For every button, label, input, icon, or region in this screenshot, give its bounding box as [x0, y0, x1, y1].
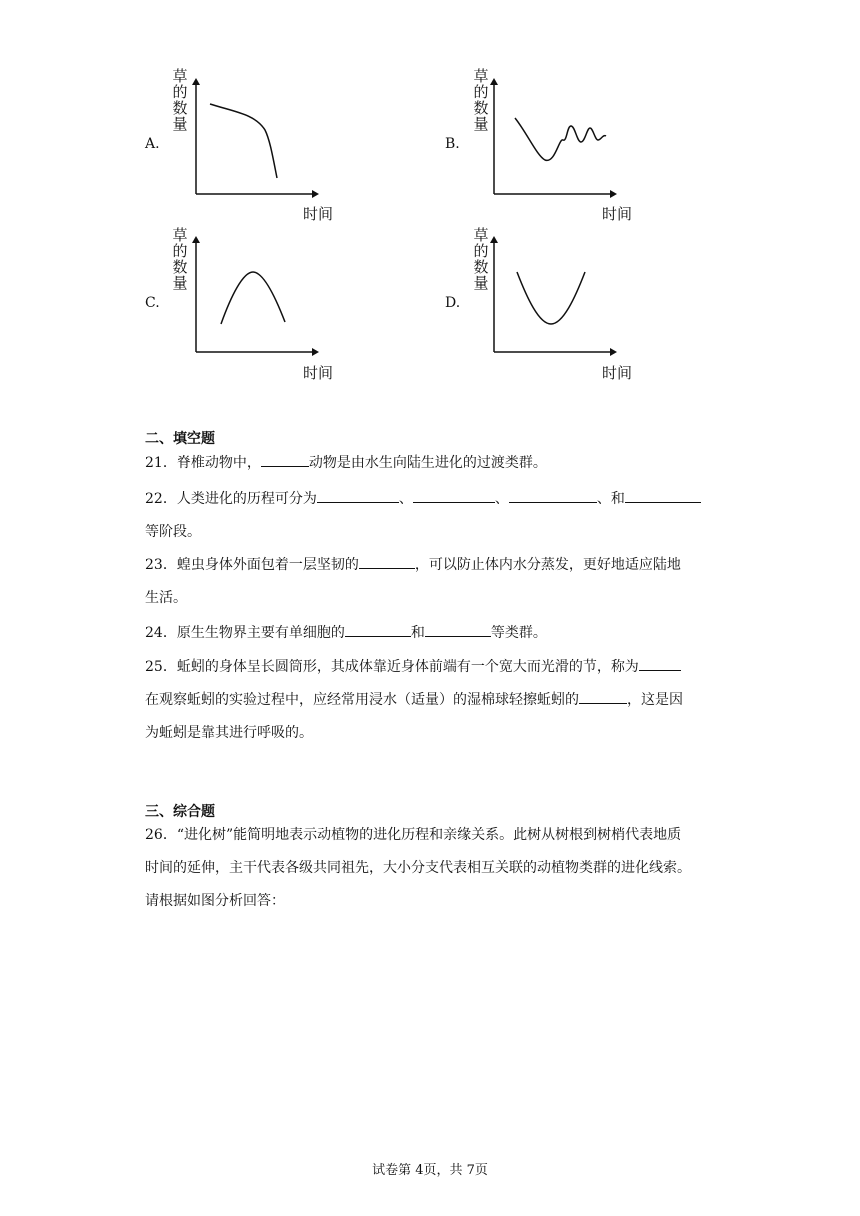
q26-line-2: 时间的延伸，主干代表各级共同祖先，大小分支代表相互关联的动植物类群的进化线索。	[145, 860, 691, 876]
q22-sep-1: 、	[398, 491, 413, 507]
page-footer: 试卷第 4页，共 7页	[372, 1163, 488, 1178]
q22-blank-4[interactable]	[625, 488, 701, 503]
option-d-graph	[493, 236, 623, 356]
option-b-ylabel: 草 的 数 量	[473, 67, 489, 133]
option-a-letter: A.	[145, 136, 160, 152]
q25-text-b: 在观察蚯蚓的实验过程中，应经常用浸水（适量）的湿棉球轻擦蚯蚓的	[145, 692, 579, 708]
q21-text-a: 21．脊椎动物中，	[145, 455, 261, 471]
q24-text-a: 24．原生生物界主要有单细胞的	[145, 625, 345, 641]
q25-blank-1[interactable]	[639, 656, 681, 671]
option-a-ylabel: 草 的 数 量	[172, 67, 188, 133]
option-b-letter: B.	[445, 136, 460, 152]
q21-text-b: 动物是由水生向陆生进化的过渡类群。	[308, 455, 547, 471]
q22-blank-3[interactable]	[509, 488, 597, 503]
q22-text-b: 等阶段。	[145, 524, 201, 540]
question-23	[145, 549, 720, 615]
q23-text-c: 生活。	[145, 590, 187, 606]
q24-text-b: 和	[410, 625, 425, 641]
option-c-ylabel: 草 的 数 量	[172, 226, 188, 292]
option-d-ylabel: 草 的 数 量	[473, 226, 489, 292]
option-a-curve	[210, 104, 277, 178]
option-c-xlabel: 时间	[303, 364, 334, 382]
q22-blank-1[interactable]	[317, 488, 399, 503]
q23-blank[interactable]	[359, 554, 415, 569]
option-d-xlabel: 时间	[602, 364, 633, 382]
q24-blank-1[interactable]	[345, 622, 411, 637]
q25-text-c: ，这是因	[627, 692, 683, 708]
option-c-curve	[221, 272, 285, 324]
option-b-xlabel: 时间	[602, 205, 633, 223]
q21-blank[interactable]	[261, 452, 309, 467]
question-21	[145, 447, 720, 480]
option-b-graph	[493, 78, 623, 198]
option-c-letter: C.	[145, 295, 160, 311]
q23-text-b: ，可以防止体内水分蒸发，更好地适应陆地	[414, 557, 681, 573]
option-d-letter: D.	[445, 295, 461, 311]
option-c-graph	[195, 236, 325, 356]
q26-line-1: 26．“进化树”能简明地表示动植物的进化历程和亲缘关系。此树从树根到树梢代表地质	[145, 827, 682, 843]
question-24	[145, 617, 720, 650]
q22-text-a: 22．人类进化的历程可分为	[145, 491, 317, 507]
option-a-xlabel: 时间	[303, 205, 334, 223]
q22-sep-2: 、	[494, 491, 509, 507]
q26-line-3: 请根据如图分析回答：	[145, 893, 285, 909]
option-d-curve	[517, 272, 585, 324]
option-a-graph	[195, 78, 325, 198]
q22-sep-3: 、和	[596, 491, 625, 507]
q23-text-a: 23．蝗虫身体外面包着一层坚韧的	[145, 557, 359, 573]
question-26	[145, 819, 720, 918]
q22-blank-2[interactable]	[413, 488, 495, 503]
question-25	[145, 651, 720, 750]
q24-text-c: 等类群。	[490, 625, 547, 641]
section-3-title: 三、综合题	[145, 804, 215, 820]
q24-blank-2[interactable]	[425, 622, 491, 637]
option-b-curve	[515, 118, 606, 160]
question-22	[145, 483, 720, 549]
q25-text-d: 为蚯蚓是靠其进行呼吸的。	[145, 725, 313, 741]
q25-text-a: 25．蚯蚓的身体呈长圆筒形，其成体靠近身体前端有一个宽大而光滑的节，称为	[145, 659, 639, 675]
q25-blank-2[interactable]	[579, 689, 627, 704]
section-2-title: 二、填空题	[145, 431, 215, 447]
